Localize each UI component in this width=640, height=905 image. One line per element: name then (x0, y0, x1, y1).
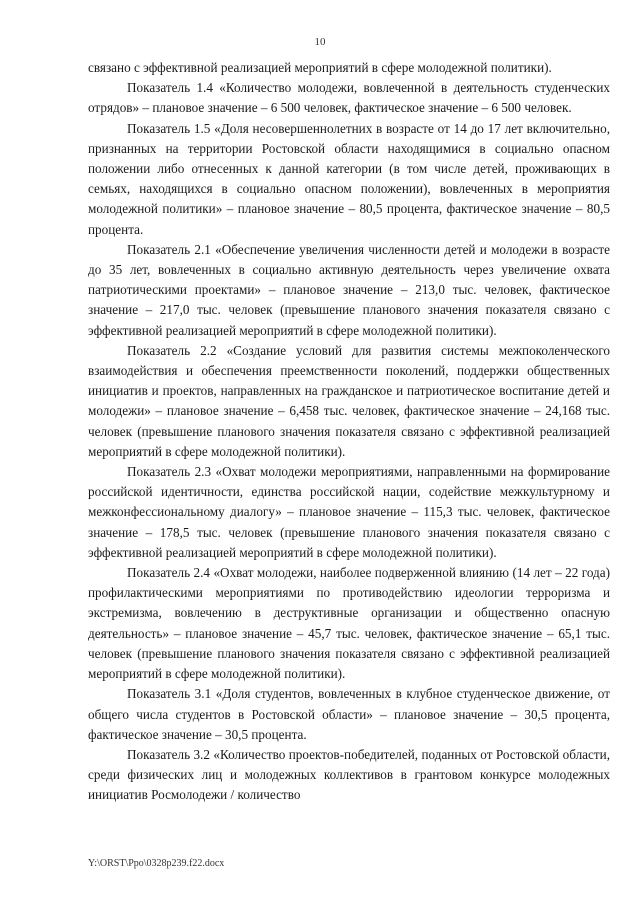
paragraph-indicator-2-2: Показатель 2.2 «Создание условий для развития системы межпоколенческого взаимодействия и обеспечения преемственности поколений, поддержки общественных инициатив и проектов, направленных на гражданское и патриотическое воспитание детей и молодежи» – плановое значение – 6,458 тыс. человек, фактическое значение – 24,168 тыс. человек (превышение планового значения показателя связано с эффективной реализацией мероприятий в сфере молодежной политики). (88, 342, 610, 459)
file-path-footer: Y:\ORST\Ppo\0328p239.f22.docx (88, 858, 225, 869)
document-body (88, 58, 610, 806)
paragraph-indicator-2-4: Показатель 2.4 «Охват молодежи, наиболее подверженной влиянию (14 лет – 22 года) профилактическими мероприятиями по противодействию идеологии терроризма и экстремизма, вовлечению в деструктивные организации и общественно опасную деятельность» – плановое значение – 45,7 тыс. человек, фактическое значение – 65,1 тыс. человек (превышение планового значения показателя связано с эффективной реализацией мероприятий в сфере молодежной политики). (88, 565, 610, 682)
paragraph-indicator-1-4: Показатель 1.4 «Количество молодежи, вовлеченной в деятельность студенческих отрядов» – плановое значение – 6 500 человек, фактическое значение – 6 500 человек. (88, 80, 610, 116)
paragraph-indicator-1-5: Показатель 1.5 «Доля несовершеннолетних в возрасте от 14 до 17 лет включительно, признанных на территории Ростовской области находящимися в социально опасном положении либо отнесенных к данной категории (в том числе детей, проживающих в семьях, находящихся в социально опасном положении), вовлеченных в мероприятия молодежной политики» – плановое значение – 80,5 процента, фактическое значение – 80,5 процента. (88, 120, 610, 237)
paragraph-indicator-2-1: Показатель 2.1 «Обеспечение увеличения численности детей и молодежи в возрасте до 35 лет, вовлеченных в социально активную деятельность через увеличение охвата патриотическими проектами» – плановое значение – 213,0 тыс. человек, фактическое значение – 217,0 тыс. человек (превышение планового значения показателя связано с эффективной реализацией мероприятий в сфере молодежной политики). (88, 241, 610, 338)
page-number: 10 (314, 36, 326, 48)
paragraph-continuation: связано с эффективной реализацией мероприятий в сфере молодежной политики). (88, 60, 552, 75)
paragraph-indicator-2-3: Показатель 2.3 «Охват молодежи мероприятиями, направленными на формирование российской идентичности, единства российской нации, содействие межкультурному и межконфессиональному диалогу» – плановое значение – 115,3 тыс. человек, фактическое значение – 178,5 тыс. человек (превышение планового значения показателя связано с эффективной реализацией мероприятий в сфере молодежной политики). (88, 464, 610, 560)
paragraph-indicator-3-1: Показатель 3.1 «Доля студентов, вовлеченных в клубное студенческое движение, от общего числа студентов в Ростовской области» – плановое значение – 30,5 процента, фактическое значение – 30,5 процента. (88, 686, 610, 742)
paragraph-indicator-3-2: Показатель 3.2 «Количество проектов-победителей, поданных от Ростовской области, среди физических лиц и молодежных коллективов в грантовом конкурсе молодежных инициатив Росмолодежи / количество (88, 746, 610, 803)
